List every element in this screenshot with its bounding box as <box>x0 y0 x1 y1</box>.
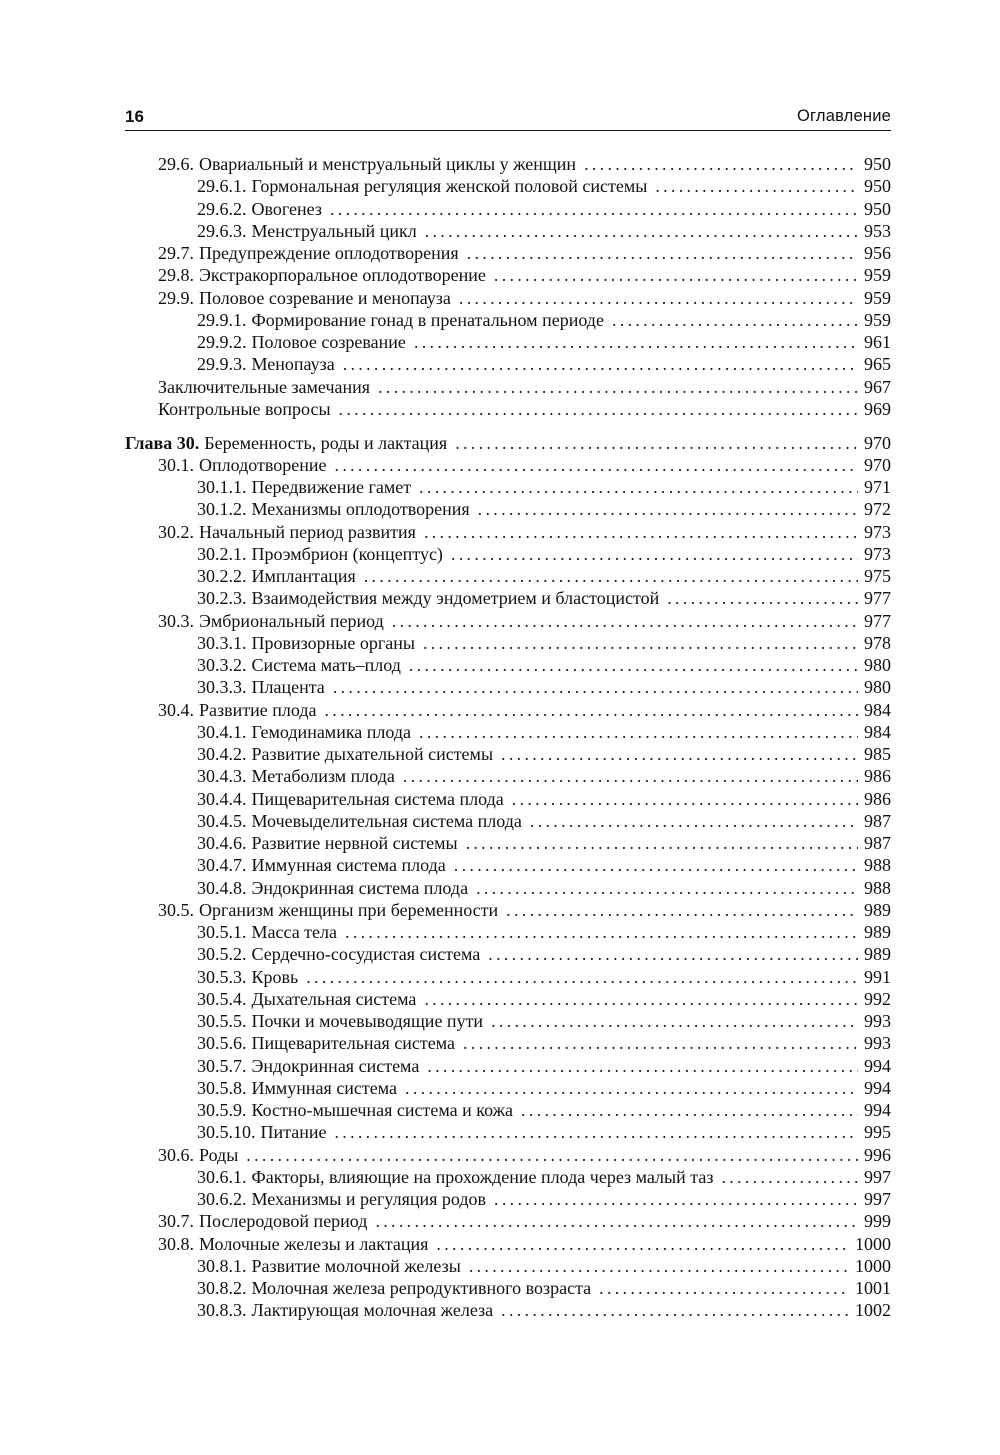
toc-entry-title: Овариальный и менструальный циклы у женщин <box>199 154 577 174</box>
dot-leader <box>466 832 858 854</box>
toc-entry-number: Глава 30. <box>125 432 200 453</box>
dot-leader <box>599 1277 849 1299</box>
toc-page-number: 996 <box>864 1144 891 1165</box>
toc-entry-title: Факторы, влияющие на прохождение плода через малый таз <box>251 1166 714 1187</box>
dot-leader <box>584 153 858 175</box>
toc-entry-title: Молочная железа репродуктивного возраста <box>251 1278 592 1298</box>
toc-entry-number: 29.6. <box>158 154 194 174</box>
table-of-contents <box>125 153 891 1322</box>
dot-leader <box>478 498 858 520</box>
toc-entry-title: Мочевыделительная система плода <box>251 810 522 831</box>
toc-entry-title: Роды <box>199 1144 239 1165</box>
dot-leader <box>392 610 858 632</box>
toc-entry[interactable] <box>125 264 891 286</box>
toc-entry-title: Формирование гонад в пренатальном периоде <box>251 309 604 330</box>
toc-entry-title: Развитие нервной системы <box>251 833 458 853</box>
toc-entry-number: 30.8.1. <box>197 1255 247 1276</box>
toc-entry[interactable] <box>125 476 891 498</box>
toc-entry[interactable] <box>125 1233 891 1255</box>
toc-entry-title: Предупреждение оплодотворения <box>199 243 459 263</box>
toc-page-number: 984 <box>864 699 891 720</box>
toc-page-number: 993 <box>864 1033 891 1054</box>
toc-entry-title: Плацента <box>251 677 325 698</box>
toc-entry-title: Гормональная регуляция женской половой системы <box>251 176 648 197</box>
dot-leader <box>494 264 858 286</box>
toc-entry-title: Молочные железы и лактация <box>199 1233 429 1254</box>
toc-entry-title: Менопауза <box>251 354 335 375</box>
toc-entry[interactable] <box>125 309 891 331</box>
dot-leader <box>501 1299 849 1321</box>
toc-entry-title: Развитие молочной железы <box>251 1255 461 1276</box>
toc-page-number: 959 <box>864 287 891 308</box>
toc-entry[interactable] <box>125 287 891 309</box>
toc-entry[interactable] <box>125 743 891 765</box>
toc-page-number: 950 <box>864 154 891 174</box>
toc-entry-title: Механизмы оплодотворения <box>251 499 470 520</box>
dot-leader <box>409 654 858 676</box>
toc-entry-title: Эндокринная система плода <box>251 877 469 898</box>
toc-entry[interactable] <box>125 1099 891 1121</box>
toc-entry-number: 29.6.2. <box>197 198 247 219</box>
toc-entry-title: Механизмы и регуляция родов <box>251 1189 487 1209</box>
dot-leader <box>423 632 858 654</box>
toc-entry[interactable] <box>125 676 891 698</box>
toc-entry[interactable] <box>125 353 891 375</box>
toc-entry-number: 30.5.6. <box>197 1033 247 1054</box>
toc-entry-number: 30.4.4. <box>197 788 247 809</box>
dot-leader <box>530 810 858 832</box>
toc-entry[interactable] <box>125 988 891 1010</box>
dot-leader <box>476 877 858 899</box>
toc-entry[interactable] <box>125 175 891 197</box>
toc-entry[interactable] <box>125 654 891 676</box>
toc-page-number: 994 <box>864 1077 891 1098</box>
toc-entry-title: Взаимодействия между эндометрием и бластоцистой <box>251 588 660 609</box>
toc-entry[interactable] <box>125 1210 891 1232</box>
toc-page-number: 1002 <box>855 1300 891 1321</box>
toc-entry[interactable] <box>125 699 891 721</box>
toc-entry-number: 29.7. <box>158 243 194 263</box>
toc-entry[interactable] <box>125 899 891 921</box>
dot-leader <box>405 1077 858 1099</box>
dot-leader <box>451 543 858 565</box>
toc-entry-number: 30.5.5. <box>197 1011 247 1031</box>
toc-entry[interactable] <box>125 376 891 398</box>
dot-leader <box>375 1210 858 1232</box>
toc-entry[interactable] <box>125 921 891 943</box>
toc-page-number: 959 <box>864 309 891 330</box>
dot-leader <box>459 287 858 309</box>
toc-entry[interactable] <box>125 498 891 520</box>
toc-page-number: 973 <box>864 521 891 542</box>
toc-entry[interactable] <box>125 721 891 743</box>
dot-leader <box>655 175 858 197</box>
toc-entry[interactable] <box>125 765 891 787</box>
dot-leader <box>364 565 858 587</box>
toc-page-number: 970 <box>864 432 891 453</box>
dot-leader <box>521 1099 858 1121</box>
toc-entry-number: 30.2.2. <box>197 566 247 586</box>
toc-entry[interactable] <box>125 1255 891 1277</box>
dot-leader <box>491 1010 858 1032</box>
dot-leader <box>403 765 858 787</box>
toc-entry-number: 30.3. <box>158 610 194 631</box>
dot-leader <box>467 242 858 264</box>
toc-entry-number: 30.6.1. <box>197 1166 247 1187</box>
toc-entry[interactable] <box>125 1277 891 1299</box>
running-title: Оглавление <box>797 107 891 125</box>
toc-entry-title: Дыхательная система <box>251 988 417 1009</box>
toc-page-number: 978 <box>864 632 891 653</box>
toc-entry-number: 30.2.3. <box>197 588 247 609</box>
toc-entry[interactable] <box>125 454 891 476</box>
toc-entry[interactable] <box>125 153 891 175</box>
toc-entry-title: Лактирующая молочная железа <box>251 1300 494 1321</box>
toc-page-number: 994 <box>864 1055 891 1076</box>
toc-entry-number: 29.6.3. <box>197 220 247 241</box>
toc-entry-number: 29.6.1. <box>197 176 247 197</box>
dot-leader <box>488 943 858 965</box>
toc-entry-title: Почки и мочевыводящие пути <box>251 1011 484 1031</box>
toc-entry-number: 30.4.6. <box>197 833 247 853</box>
toc-entry[interactable] <box>125 1077 891 1099</box>
dot-leader <box>424 988 858 1010</box>
toc-entry-number: 30.8. <box>158 1233 194 1254</box>
toc-entry-title: Сердечно-сосудистая система <box>251 944 481 965</box>
toc-page-number: 986 <box>864 788 891 809</box>
toc-entry[interactable] <box>125 242 891 264</box>
toc-entry[interactable] <box>125 788 891 810</box>
toc-page-number: 965 <box>864 354 891 375</box>
toc-entry[interactable] <box>125 331 891 353</box>
toc-entry-number: 30.3.3. <box>197 677 247 698</box>
dot-leader <box>378 376 858 398</box>
dot-leader <box>436 1233 849 1255</box>
toc-entry[interactable] <box>125 398 891 420</box>
dot-leader <box>454 854 858 876</box>
toc-page-number: 986 <box>864 766 891 787</box>
toc-entry-number: 30.5.9. <box>197 1100 247 1120</box>
toc-entry-number: 30.5.2. <box>197 944 247 965</box>
toc-entry[interactable] <box>125 1299 891 1321</box>
toc-entry-title: Заключительные замечания <box>158 376 371 397</box>
toc-entry-number: 30.5. <box>158 899 194 920</box>
toc-entry-title: Питание <box>260 1122 327 1143</box>
toc-page-number: 987 <box>864 833 891 853</box>
dot-leader <box>427 1055 858 1077</box>
toc-page-number: 950 <box>864 176 891 197</box>
toc-entry-number: 30.8.2. <box>197 1278 247 1298</box>
dot-leader <box>333 676 858 698</box>
page-number: 16 <box>125 107 144 126</box>
dot-leader <box>335 454 858 476</box>
toc-page-number: 973 <box>864 543 891 564</box>
dot-leader <box>494 1188 858 1210</box>
toc-page-number: 989 <box>864 922 891 942</box>
toc-entry-number: 30.4.5. <box>197 810 247 831</box>
toc-entry-number: 30.4. <box>158 699 194 720</box>
dot-leader <box>512 788 858 810</box>
toc-entry-number: 30.3.1. <box>197 632 247 653</box>
toc-page-number: 977 <box>864 588 891 609</box>
toc-page-number: 970 <box>864 454 891 475</box>
toc-page-number: 961 <box>864 332 891 352</box>
toc-entry[interactable] <box>125 854 891 876</box>
toc-page-number: 999 <box>864 1211 891 1232</box>
dot-leader <box>424 521 858 543</box>
toc-page-number: 980 <box>864 677 891 698</box>
toc-entry[interactable] <box>125 565 891 587</box>
toc-entry[interactable] <box>125 1032 891 1054</box>
toc-entry-title: Гемодинамика плода <box>251 721 412 742</box>
toc-entry[interactable] <box>125 1010 891 1032</box>
toc-entry-title: Пищеварительная система <box>251 1033 456 1054</box>
toc-entry[interactable] <box>125 543 891 565</box>
toc-entry-title: Иммунная система <box>251 1077 398 1098</box>
toc-page-number: 997 <box>864 1189 891 1209</box>
toc-entry-number: 29.9. <box>158 287 194 308</box>
dot-leader <box>306 966 858 988</box>
toc-entry-number: 30.2. <box>158 521 194 542</box>
toc-entry-number: 30.6. <box>158 1144 194 1165</box>
toc-page-number: 991 <box>864 966 891 987</box>
dot-leader <box>345 921 858 943</box>
toc-entry[interactable] <box>125 1144 891 1166</box>
toc-page-number: 950 <box>864 198 891 219</box>
toc-entry-number: 29.9.3. <box>197 354 247 375</box>
toc-entry-number: 29.8. <box>158 265 194 286</box>
dot-leader <box>343 353 858 375</box>
toc-entry[interactable] <box>125 810 891 832</box>
dot-leader <box>339 398 858 420</box>
toc-entry-number: 30.4.8. <box>197 877 247 898</box>
toc-page-number: 972 <box>864 499 891 520</box>
dot-leader <box>330 198 858 220</box>
toc-entry-number: 30.6.2. <box>197 1189 247 1209</box>
toc-entry-title: Кровь <box>251 966 299 987</box>
dot-leader <box>469 1255 849 1277</box>
toc-entry-title: Метаболизм плода <box>251 766 395 787</box>
toc-page-number: 989 <box>864 944 891 965</box>
toc-entry-title: Половое созревание и менопауза <box>199 287 451 308</box>
dot-leader <box>419 476 858 498</box>
dot-leader <box>246 1144 858 1166</box>
toc-page-number: 994 <box>864 1100 891 1120</box>
toc-entry-number: 30.4.3. <box>197 766 247 787</box>
toc-entry-number: 30.1.1. <box>197 477 247 497</box>
toc-page-number: 988 <box>864 855 891 876</box>
toc-entry[interactable] <box>125 632 891 654</box>
toc-entry-title: Эндокринная система <box>251 1055 420 1076</box>
toc-entry-title: Менструальный цикл <box>251 220 417 241</box>
toc-entry-number: 30.4.7. <box>197 855 247 876</box>
toc-entry-number: 30.5.10. <box>197 1122 256 1143</box>
toc-entry[interactable] <box>125 220 891 242</box>
toc-entry[interactable] <box>125 1055 891 1077</box>
toc-page-number: 987 <box>864 810 891 831</box>
toc-entry-number: 30.2.1. <box>197 543 247 564</box>
toc-entry-title: Организм женщины при беременности <box>199 899 499 920</box>
toc-entry-number: 30.8.3. <box>197 1300 247 1321</box>
toc-entry-number: 30.7. <box>158 1211 194 1232</box>
dot-leader <box>455 432 858 454</box>
dot-leader <box>324 699 858 721</box>
toc-entry[interactable] <box>125 610 891 632</box>
toc-entry-title: Передвижение гамет <box>251 477 412 497</box>
toc-entry-title: Провизорные органы <box>251 632 415 653</box>
toc-entry-title: Имплантация <box>251 566 356 586</box>
toc-page-number: 959 <box>864 265 891 286</box>
toc-entry-title: Масса тела <box>251 922 338 942</box>
toc-page-number: 977 <box>864 610 891 631</box>
toc-entry-number: 30.5.4. <box>197 988 247 1009</box>
toc-entry-title: Половое созревание <box>251 332 406 352</box>
toc-entry-title: Беременность, роды и лактация <box>204 432 448 453</box>
toc-entry-number: 30.3.2. <box>197 655 247 675</box>
toc-entry[interactable] <box>125 877 891 899</box>
toc-entry[interactable] <box>125 1188 891 1210</box>
dot-leader <box>721 1166 858 1188</box>
toc-entry[interactable] <box>125 1166 891 1188</box>
toc-entry[interactable] <box>125 587 891 609</box>
toc-entry-number: 30.5.8. <box>197 1077 247 1098</box>
toc-page-number: 984 <box>864 721 891 742</box>
toc-entry-number: 29.9.1. <box>197 309 247 330</box>
toc-entry[interactable] <box>125 1121 891 1143</box>
toc-page-number: 995 <box>864 1122 891 1143</box>
dot-leader <box>414 331 858 353</box>
page-header <box>125 104 891 131</box>
toc-entry-title: Пищеварительная система плода <box>251 788 504 809</box>
toc-page-number: 980 <box>864 655 891 675</box>
toc-entry-title: Овогенез <box>251 198 322 219</box>
toc-entry-title: Костно-мышечная система и кожа <box>251 1100 514 1120</box>
toc-entry-number: 30.5.3. <box>197 966 247 987</box>
toc-page-number: 953 <box>864 220 891 241</box>
toc-entry-number: 30.4.1. <box>197 721 247 742</box>
toc-page-number: 971 <box>864 477 891 497</box>
toc-page-number: 967 <box>864 376 891 397</box>
toc-entry-title: Система мать–плод <box>251 655 401 675</box>
toc-entry-number: 30.1.2. <box>197 499 247 520</box>
toc-entry-number: 30.5.1. <box>197 922 247 942</box>
dot-leader <box>612 309 858 331</box>
toc-page-number: 992 <box>864 988 891 1009</box>
toc-page-number: 975 <box>864 566 891 586</box>
toc-entry-title: Послеродовой период <box>199 1211 368 1232</box>
toc-entry-number: 30.4.2. <box>197 744 247 764</box>
toc-entry[interactable] <box>125 966 891 988</box>
toc-page-number: 997 <box>864 1166 891 1187</box>
toc-entry-title: Проэмбрион (концептус) <box>251 543 443 564</box>
toc-entry[interactable] <box>125 521 891 543</box>
toc-entry[interactable] <box>125 943 891 965</box>
toc-page-number: 993 <box>864 1011 891 1031</box>
dot-leader <box>506 899 858 921</box>
toc-chapter-entry[interactable] <box>125 432 891 454</box>
toc-page-number: 1000 <box>855 1233 891 1254</box>
toc-entry-title: Начальный период развития <box>199 521 416 542</box>
toc-entry-title: Иммунная система плода <box>251 855 446 876</box>
toc-entry-title: Развитие дыхательной системы <box>251 744 494 764</box>
dot-leader <box>501 743 858 765</box>
dot-leader <box>425 220 858 242</box>
toc-entry[interactable] <box>125 832 891 854</box>
toc-page-number: 985 <box>864 744 891 764</box>
toc-entry-title: Оплодотворение <box>199 454 327 475</box>
toc-entry[interactable] <box>125 198 891 220</box>
toc-entry-number: 30.1. <box>158 454 194 475</box>
dot-leader <box>419 721 858 743</box>
dot-leader <box>334 1121 858 1143</box>
toc-page-number: 1000 <box>855 1255 891 1276</box>
toc-entry-title: Экстракорпоральное оплодотворение <box>199 265 486 286</box>
toc-entry-number: 29.9.2. <box>197 332 247 352</box>
toc-page-number: 956 <box>864 243 891 263</box>
toc-page-number: 969 <box>864 398 891 419</box>
toc-entry-number: 30.5.7. <box>197 1055 247 1076</box>
dot-leader <box>667 587 858 609</box>
toc-entry-title: Развитие плода <box>199 699 317 720</box>
toc-entry-title: Контрольные вопросы <box>158 398 331 419</box>
toc-page-number: 988 <box>864 877 891 898</box>
toc-page-number: 989 <box>864 899 891 920</box>
toc-page-number: 1001 <box>855 1278 891 1298</box>
toc-entry-title: Эмбриональный период <box>199 610 384 631</box>
dot-leader <box>463 1032 858 1054</box>
